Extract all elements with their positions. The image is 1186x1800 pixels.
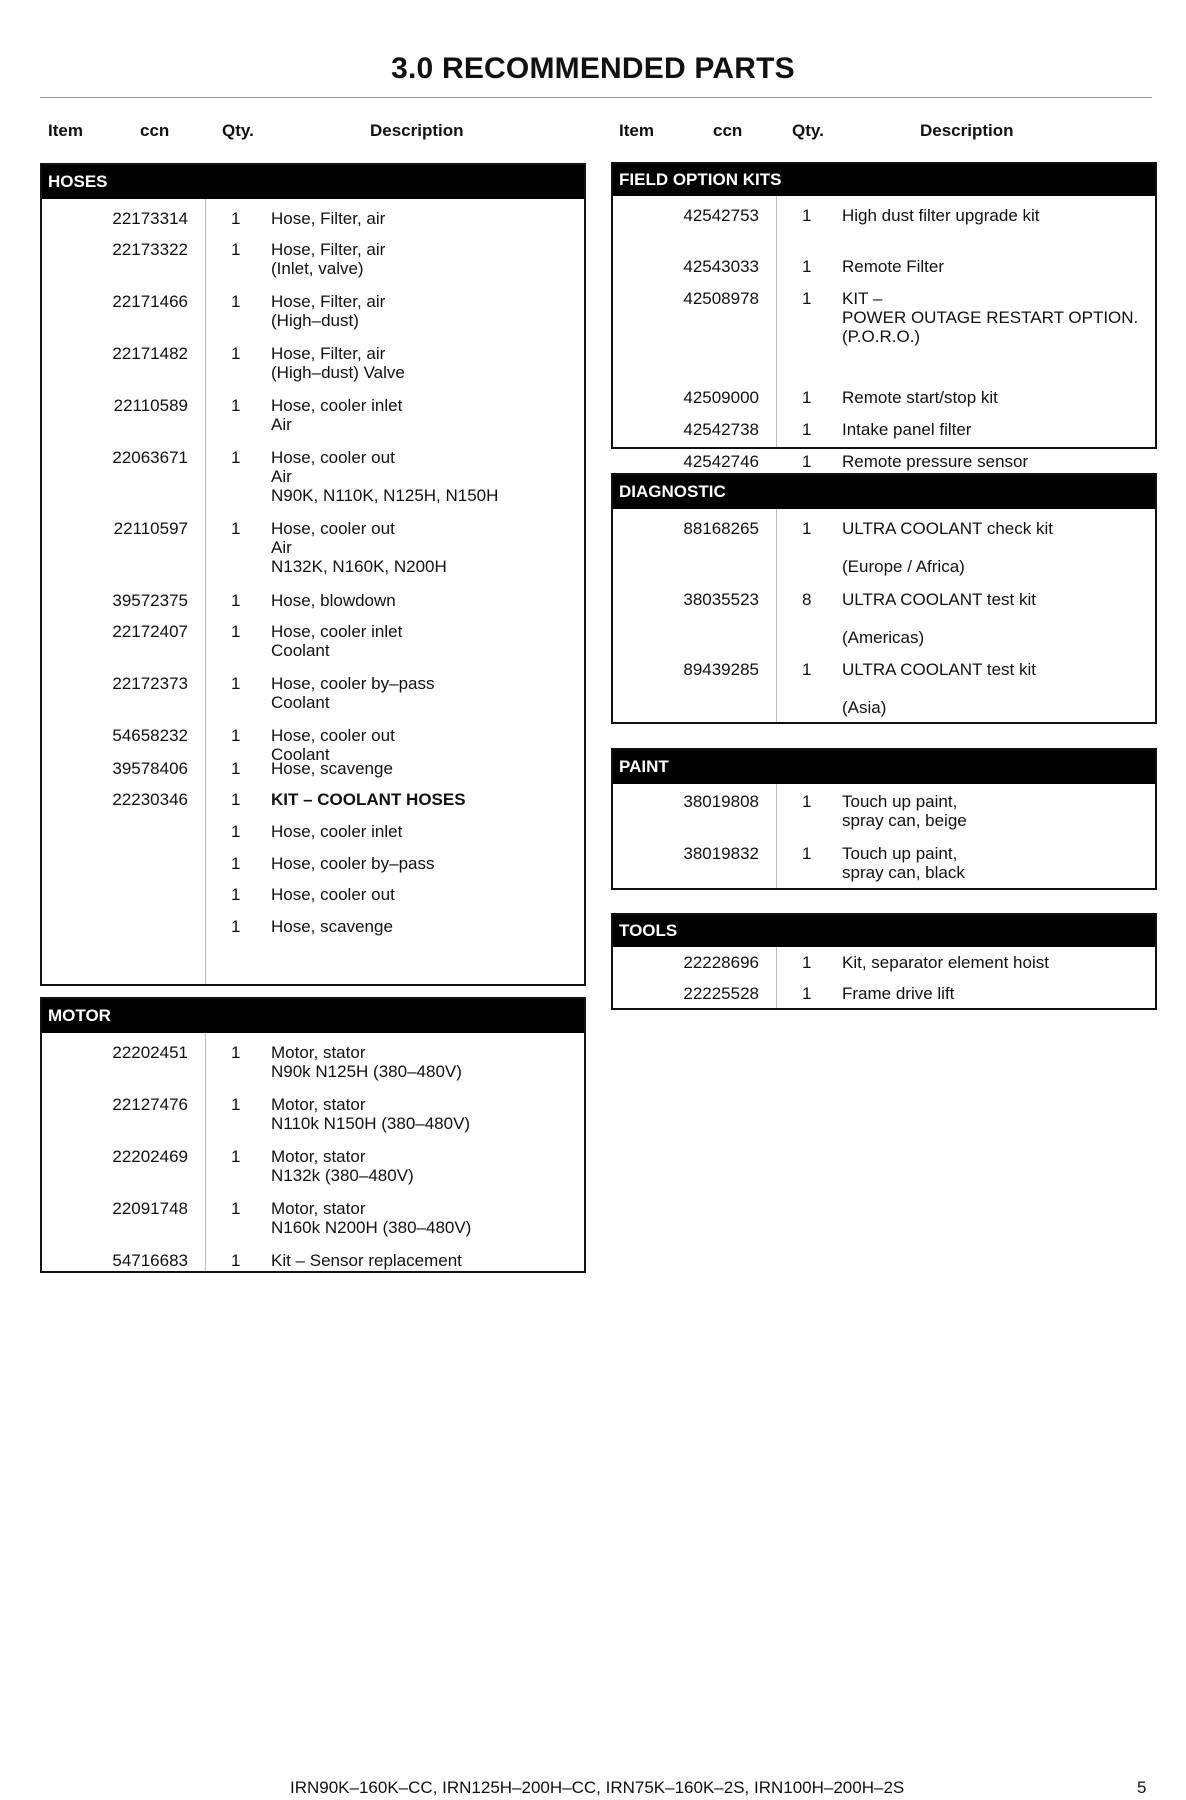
col-description-label: Description [920, 121, 1014, 140]
part-ccn: 39578406 [112, 759, 188, 778]
description-line: Hose, cooler inlet [271, 396, 403, 415]
description-line: (Inlet, valve) [271, 259, 364, 278]
part-description [842, 519, 1053, 576]
description-line: Remote Filter [842, 257, 945, 276]
part-ccn: 42542753 [683, 206, 759, 225]
part-qty: 1 [231, 292, 241, 311]
page-number: 5 [1137, 1778, 1147, 1797]
part-qty: 1 [802, 660, 812, 679]
part-description [842, 984, 954, 1003]
part-description [842, 844, 965, 882]
part-ccn: 22172407 [112, 622, 188, 641]
description-line: (High–dust) [271, 311, 359, 330]
part-qty: 1 [802, 452, 812, 471]
part-description [271, 209, 385, 228]
part-description [271, 1147, 414, 1185]
part-ccn: 22202469 [112, 1147, 188, 1166]
part-qty: 1 [231, 519, 241, 538]
part-description [271, 854, 434, 873]
description-line: (High–dust) Valve [271, 363, 405, 382]
part-qty: 1 [802, 984, 812, 1003]
description-line: Hose, Filter, air [271, 209, 386, 228]
description-line: spray can, beige [842, 811, 967, 830]
part-qty: 1 [802, 844, 812, 863]
description-line: Coolant [271, 745, 330, 764]
part-ccn: 42508978 [683, 289, 759, 308]
description-line: Kit – Sensor replacement [271, 1251, 462, 1270]
description-line: Hose, Filter, air [271, 240, 386, 259]
part-qty: 1 [231, 674, 241, 693]
part-description [842, 660, 1036, 717]
part-qty: 1 [231, 885, 241, 904]
title-divider [40, 97, 1152, 98]
description-line: Hose, cooler inlet [271, 622, 403, 641]
part-qty: 1 [802, 257, 812, 276]
part-description [842, 420, 971, 439]
part-qty: 1 [802, 519, 812, 538]
description-line: Motor, stator [271, 1095, 366, 1114]
part-ccn: 22171482 [112, 344, 188, 363]
part-ccn: 54658232 [112, 726, 188, 745]
paint-section [611, 748, 1157, 890]
description-line: (P.O.R.O.) [842, 327, 921, 346]
part-ccn: 42509000 [683, 388, 759, 407]
part-description [271, 674, 434, 712]
description-line: Hose, blowdown [271, 591, 396, 610]
description-line: ULTRA COOLANT test kit [842, 660, 1036, 679]
col-item-label: Item [48, 121, 83, 140]
part-ccn: 22127476 [112, 1095, 188, 1114]
part-ccn: 22110597 [113, 519, 188, 538]
description-line: Intake panel filter [842, 420, 972, 439]
part-qty: 1 [231, 396, 241, 415]
part-qty: 1 [231, 448, 241, 467]
part-description [842, 953, 1049, 972]
part-description [842, 388, 998, 407]
description-line: N90k N125H (380–480V) [271, 1062, 462, 1081]
part-qty: 1 [802, 388, 812, 407]
part-qty: 1 [231, 344, 241, 363]
description-line: Kit, separator element hoist [842, 953, 1049, 972]
column-divider [776, 784, 777, 888]
part-description [271, 1043, 462, 1081]
description-line: Coolant [271, 641, 330, 660]
part-qty: 1 [231, 854, 241, 873]
part-description [271, 292, 385, 330]
part-ccn: 22173314 [112, 209, 188, 228]
part-ccn: 42542738 [683, 420, 759, 439]
section-body [613, 947, 1155, 1008]
description-line: (Asia) [842, 698, 887, 717]
section-header: FIELD OPTION KITS [613, 164, 1155, 196]
description-line: N110k N150H (380–480V) [271, 1114, 471, 1133]
part-description [271, 822, 402, 841]
description-line: N132k (380–480V) [271, 1166, 414, 1185]
part-qty: 1 [231, 622, 241, 641]
description-line: Hose, cooler out [271, 885, 395, 904]
description-line: Hose, cooler by–pass [271, 674, 435, 693]
description-line: Remote pressure sensor [842, 452, 1029, 471]
col-item-label: Item [619, 121, 654, 140]
part-description [271, 622, 402, 660]
part-qty: 1 [231, 1147, 241, 1166]
col-qty-label: Qty. [222, 121, 254, 140]
part-ccn: 22173322 [112, 240, 188, 259]
col-qty-label: Qty. [792, 121, 824, 140]
description-line: Air [271, 415, 292, 434]
description-line: Hose, Filter, air [271, 344, 386, 363]
col-ccn-label: ccn [140, 121, 170, 140]
part-description [271, 519, 447, 576]
description-line: ULTRA COOLANT check kit [842, 519, 1053, 538]
description-line: ULTRA COOLANT test kit [842, 590, 1036, 609]
description-line: Hose, cooler out [271, 448, 395, 467]
description-line: Air [271, 538, 292, 557]
field-option-kits-section [611, 162, 1157, 471]
description-line: (Europe / Africa) [842, 557, 965, 576]
part-qty: 1 [802, 206, 812, 225]
part-description [271, 1251, 462, 1270]
description-line: N90K, N110K, N125H, N150H [271, 486, 499, 505]
section-body [613, 196, 1155, 471]
part-qty: 1 [231, 1251, 241, 1270]
description-line: Motor, stator [271, 1199, 366, 1218]
description-line: Hose, cooler by–pass [271, 854, 435, 873]
hoses-section [40, 163, 586, 986]
part-ccn: 22228696 [683, 953, 759, 972]
part-description [271, 396, 402, 434]
part-description [271, 759, 393, 778]
motor-section [40, 997, 586, 1273]
description-line: Frame drive lift [842, 984, 955, 1003]
part-ccn: 89439285 [683, 660, 759, 679]
description-line: Touch up paint, [842, 844, 958, 863]
section-body [613, 784, 1155, 888]
part-description [271, 448, 498, 505]
part-ccn: 54716683 [112, 1251, 188, 1270]
section-header: MOTOR [42, 999, 584, 1033]
part-description [842, 590, 1036, 647]
tools-section [611, 913, 1157, 1010]
col-ccn-label: ccn [713, 121, 743, 140]
part-ccn: 22091748 [112, 1199, 188, 1218]
column-divider [776, 196, 777, 447]
part-description [271, 344, 405, 382]
part-ccn: 38019808 [683, 792, 759, 811]
part-ccn: 22202451 [112, 1043, 188, 1062]
part-ccn: 22171466 [112, 292, 188, 311]
section-body [42, 1033, 584, 1271]
part-qty: 1 [802, 953, 812, 972]
part-qty: 1 [231, 790, 241, 809]
description-line: Coolant [271, 693, 330, 712]
description-line: Hose, cooler out [271, 519, 395, 538]
description-line: High dust filter upgrade kit [842, 206, 1040, 225]
description-line: POWER OUTAGE RESTART OPTION. [842, 308, 1139, 327]
part-qty: 1 [231, 591, 241, 610]
part-description [271, 591, 396, 610]
part-qty: 1 [231, 1043, 241, 1062]
part-description [842, 257, 944, 276]
description-line: Motor, stator [271, 1043, 366, 1062]
part-ccn: 88168265 [683, 519, 759, 538]
part-ccn: 22230346 [112, 790, 188, 809]
part-description [271, 885, 395, 904]
description-line: Remote start/stop kit [842, 388, 998, 407]
column-divider [205, 199, 206, 984]
section-body [613, 509, 1155, 722]
description-line: KIT – [842, 289, 883, 308]
description-line: Motor, stator [271, 1147, 366, 1166]
part-description [842, 289, 1138, 346]
diagnostic-section [611, 473, 1157, 724]
part-qty: 1 [802, 792, 812, 811]
part-qty: 1 [231, 917, 241, 936]
part-description [842, 792, 967, 830]
part-description [271, 1095, 470, 1133]
description-line: (Americas) [842, 628, 925, 647]
part-ccn: 42543033 [683, 257, 759, 276]
description-line: spray can, black [842, 863, 965, 882]
part-ccn: 22063671 [112, 448, 188, 467]
part-qty: 1 [231, 759, 241, 778]
description-line: Hose, scavenge [271, 759, 393, 778]
column-divider [776, 947, 777, 1008]
part-ccn: 38019832 [683, 844, 759, 863]
part-qty: 1 [231, 822, 241, 841]
part-description [842, 206, 1040, 225]
part-ccn: 38035523 [683, 590, 759, 609]
description-line: Air [271, 467, 292, 486]
description-line: Hose, scavenge [271, 917, 393, 936]
description-line: Hose, cooler out [271, 726, 395, 745]
part-qty: 1 [802, 289, 812, 308]
section-body [42, 199, 584, 984]
section-header: DIAGNOSTIC [613, 475, 1155, 509]
part-qty: 1 [231, 240, 241, 259]
part-description [271, 917, 393, 936]
section-header: PAINT [613, 750, 1155, 784]
section-header: TOOLS [613, 915, 1155, 947]
part-qty: 1 [231, 726, 241, 745]
part-description [271, 1199, 471, 1237]
part-qty: 1 [231, 1095, 241, 1114]
part-description [271, 240, 385, 278]
description-line: N132K, N160K, N200H [271, 557, 447, 576]
col-description-label: Description [370, 121, 464, 140]
description-line: KIT – COOLANT HOSES [271, 790, 466, 809]
part-description [842, 452, 1028, 471]
part-ccn: 22172373 [112, 674, 188, 693]
part-description [271, 790, 466, 809]
right-column-headers [0, 121, 1186, 143]
part-qty: 8 [802, 590, 812, 609]
footer-model-list: IRN90K–160K–CC, IRN125H–200H–CC, IRN75K–160K–2S, IRN100H–200H–2S [290, 1778, 905, 1797]
description-line: N160k N200H (380–480V) [271, 1218, 472, 1237]
part-ccn: 22225528 [683, 984, 759, 1003]
part-qty: 1 [231, 1199, 241, 1218]
part-ccn: 22110589 [113, 396, 188, 415]
description-line: Hose, cooler inlet [271, 822, 403, 841]
part-qty: 1 [802, 420, 812, 439]
column-divider [776, 509, 777, 722]
description-line: Touch up paint, [842, 792, 958, 811]
section-header: HOSES [42, 165, 584, 199]
page-title: 3.0 RECOMMENDED PARTS [391, 52, 795, 85]
part-ccn: 42542746 [683, 452, 759, 471]
part-qty: 1 [231, 209, 241, 228]
description-line: Hose, Filter, air [271, 292, 386, 311]
column-divider [205, 1033, 206, 1271]
part-ccn: 39572375 [112, 591, 188, 610]
